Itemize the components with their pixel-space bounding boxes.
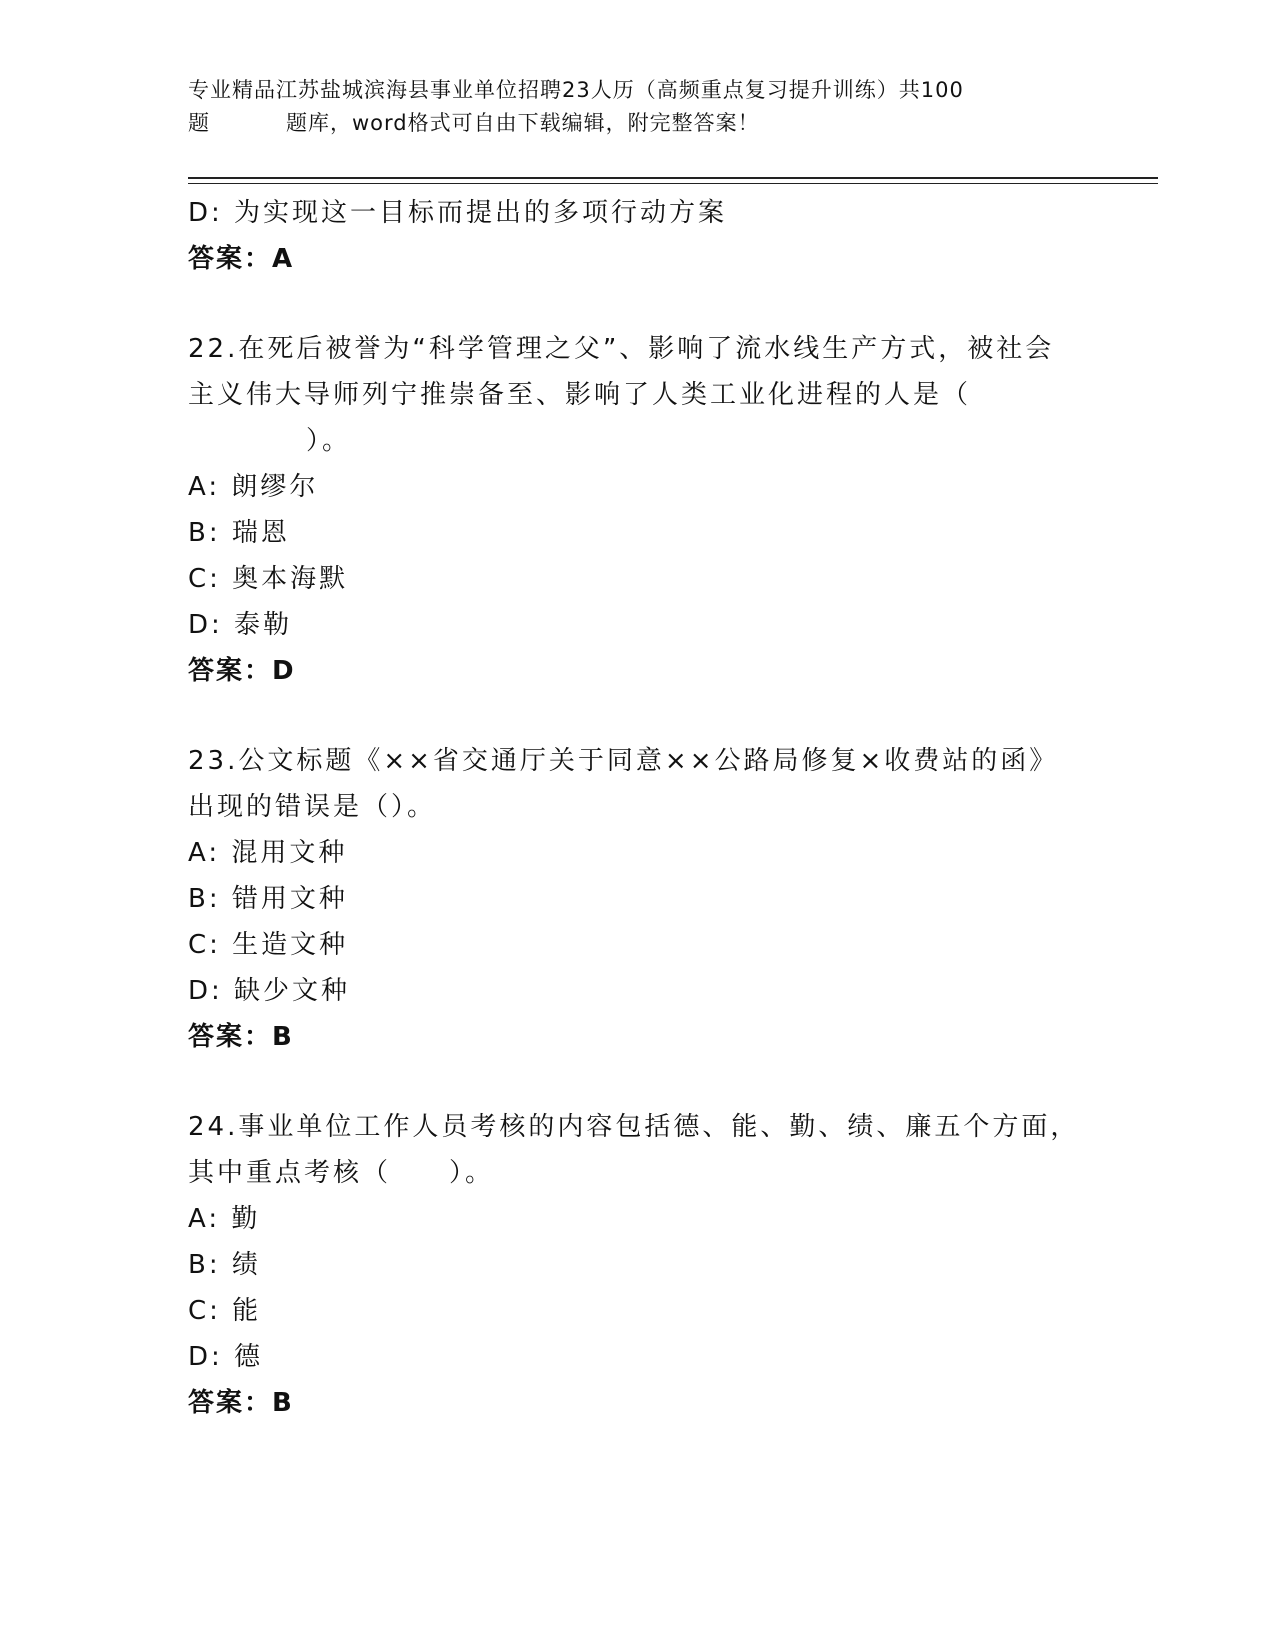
page-header bbox=[188, 74, 1068, 140]
question-22 bbox=[188, 326, 1088, 694]
question-stem-line: 主义伟大导师列宁推崇备至、影响了人类工业化进程的人是（ bbox=[188, 380, 972, 410]
question-stem-line: 23.公文标题《××省交通厅关于同意××公路局修复×收费站的函》 bbox=[188, 746, 1059, 776]
option-c: C: 能 bbox=[188, 1296, 262, 1326]
option-b: B: 绩 bbox=[188, 1250, 261, 1280]
header-rule-thick bbox=[188, 177, 1158, 179]
option-c: C: 奥本海默 bbox=[188, 564, 349, 594]
header-line2-right: 题库，word格式可自由下载编辑，附完整答案！ bbox=[286, 111, 760, 135]
header-title-line2 bbox=[188, 107, 1068, 140]
answer: 答案：D bbox=[188, 656, 296, 686]
prev-question-tail bbox=[188, 190, 1088, 282]
question-23 bbox=[188, 738, 1088, 1060]
header-line2-left: 题 bbox=[188, 111, 210, 135]
header-title-line1: 专业精品江苏盐城滨海县事业单位招聘23人历（高频重点复习提升训练）共100 bbox=[188, 78, 964, 102]
option-d: D: 缺少文种 bbox=[188, 976, 351, 1006]
question-stem-line: 其中重点考核（ ）。 bbox=[188, 1158, 495, 1188]
option-a: A: 朗缪尔 bbox=[188, 472, 319, 502]
option-c: C: 生造文种 bbox=[188, 930, 349, 960]
question-stem-line: 出现的错误是（）。 bbox=[188, 792, 437, 822]
header-rule-thin bbox=[188, 183, 1158, 184]
option-a: A: 勤 bbox=[188, 1204, 261, 1234]
question-stem-line: ）。 bbox=[306, 426, 352, 456]
question-24 bbox=[188, 1104, 1088, 1426]
question-stem-line: 24.事业单位工作人员考核的内容包括德、能、勤、绩、廉五个方面， bbox=[188, 1112, 1080, 1142]
option-b: B: 错用文种 bbox=[188, 884, 348, 914]
option-a: A: 混用文种 bbox=[188, 838, 348, 868]
answer: 答案：B bbox=[188, 1022, 294, 1052]
answer: 答案：B bbox=[188, 1388, 294, 1418]
option-d: D: 德 bbox=[188, 1342, 264, 1372]
option-b: B: 瑞恩 bbox=[188, 518, 290, 548]
option-d: D: 泰勒 bbox=[188, 610, 293, 640]
question-stem-line: 22.在死后被誉为“科学管理之父”、影响了流水线生产方式，被社会 bbox=[188, 334, 1055, 364]
option-d: D: 为实现这一目标而提出的多项行动方案 bbox=[188, 198, 728, 228]
answer: 答案：A bbox=[188, 244, 295, 274]
question-content bbox=[188, 190, 1088, 1426]
